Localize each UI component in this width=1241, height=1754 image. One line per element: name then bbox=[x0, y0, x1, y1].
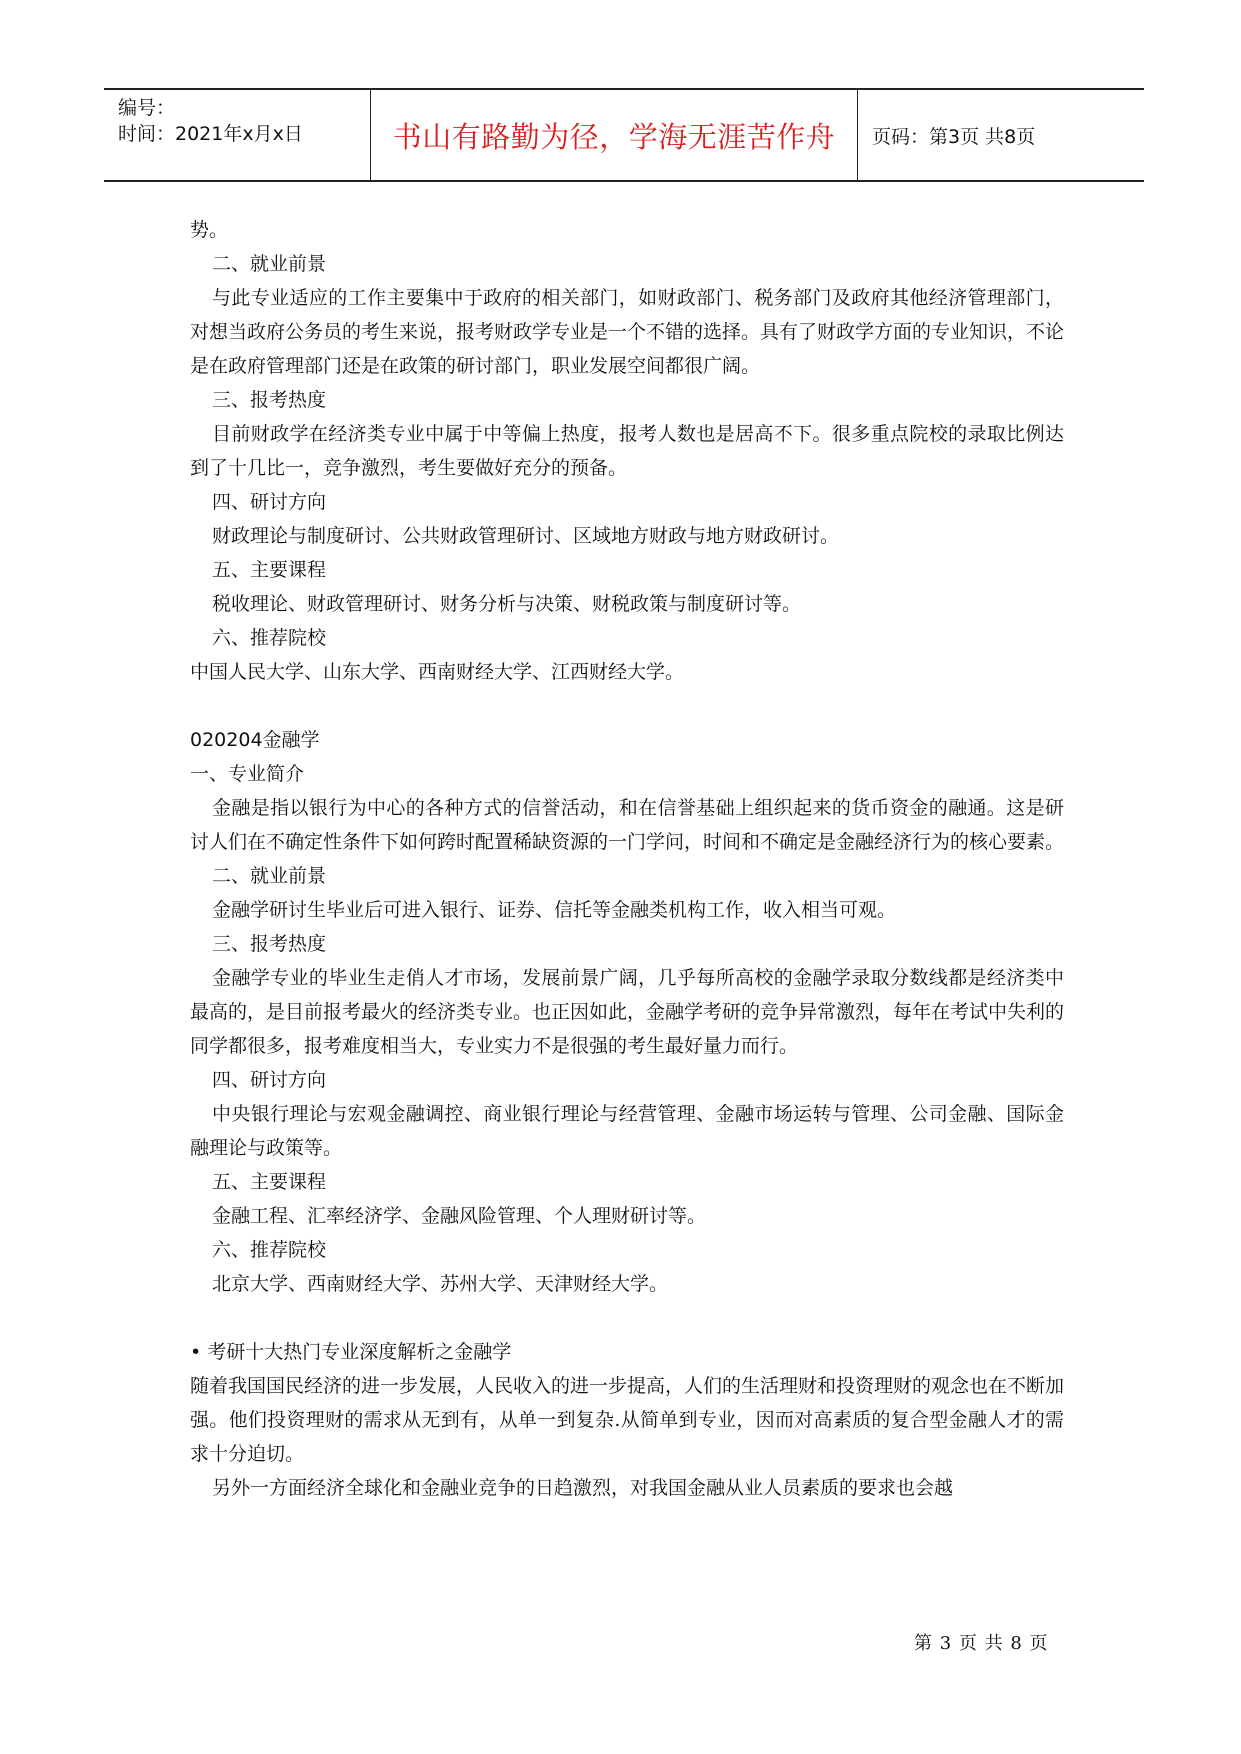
paragraph: 势。 bbox=[190, 219, 229, 241]
section-heading: 五、主要课程 bbox=[212, 559, 327, 581]
section-heading: 二、就业前景 bbox=[212, 865, 327, 887]
paragraph: 北京大学、西南财经大学、苏州大学、天津财经大学。 bbox=[212, 1273, 669, 1295]
header-right-cell bbox=[858, 90, 1144, 180]
header-middle-cell bbox=[370, 90, 858, 180]
paragraph: 另外一方面经济全球化和金融业竞争的日趋激烈，对我国金融从业人员素质的要求也会越 bbox=[212, 1477, 954, 1499]
bullet-title: • 考研十大热门专业深度解析之金融学 bbox=[190, 1341, 512, 1363]
section-heading: 三、报考热度 bbox=[212, 933, 327, 955]
section-heading: 三、报考热度 bbox=[212, 389, 327, 411]
paragraph: 与此专业适应的工作主要集中于政府的相关部门，如财政部门、税务部门及政府其他经济管理部门，对想当政府公务员的考生来说，报考财政学专业是一个不错的选择。具有了财政学方面的专业知识，不论是在政府管理部门还是在政策的研讨部门，职业发展空间都很广阔。 bbox=[190, 287, 1065, 377]
page-footer: 第 3 页 共 8 页 bbox=[914, 1633, 1049, 1654]
spacer bbox=[190, 689, 1064, 723]
document-number-label: 编号： bbox=[118, 97, 176, 119]
paragraph: 税收理论、财政管理研讨、财务分析与决策、财税政策与制度研讨等。 bbox=[212, 593, 802, 615]
header-page-info: 页码：第3页 共8页 bbox=[872, 125, 1036, 148]
paragraph: 随着我国国民经济的进一步发展，人民收入的进一步提高，人们的生活理财和投资理财的观念也在不断加强。他们投资理财的需求从无到有，从单一到复杂.从简单到专业，因而对高素质的复合型金融人才的需求十分迫切。 bbox=[190, 1375, 1065, 1465]
section-heading: 一、专业简介 bbox=[190, 763, 305, 785]
paragraph: 金融学专业的毕业生走俏人才市场，发展前景广阔，几乎每所高校的金融学录取分数线都是经济类中最高的，是目前报考最火的经济类专业。也正因如此，金融学考研的竞争异常激烈，每年在考试中失利的同学都很多，报考难度相当大，专业实力不是很强的考生最好量力而行。 bbox=[190, 967, 1065, 1057]
major-name: 金融学 bbox=[262, 729, 320, 751]
major-title bbox=[190, 723, 1064, 757]
paragraph: 金融是指以银行为中心的各种方式的信誉活动，和在信誉基础上组织起来的货币资金的融通。这是研讨人们在不确定性条件下如何跨时配置稀缺资源的一门学问，时间和不确定是金融经济行为的核心要素。 bbox=[190, 797, 1065, 853]
paragraph: 财政理论与制度研讨、公共财政管理研讨、区域地方财政与地方财政研讨。 bbox=[212, 525, 840, 547]
paragraph: 目前财政学在经济类专业中属于中等偏上热度，报考人数也是居高不下。很多重点院校的录取比例达到了十几比一，竞争激烈，考生要做好充分的预备。 bbox=[190, 423, 1064, 479]
paragraph: 中国人民大学、山东大学、西南财经大学、江西财经大学。 bbox=[190, 661, 685, 683]
document-time-label: 时间：2021年x月x日 bbox=[118, 123, 303, 145]
paragraph: 金融学研讨生毕业后可进入银行、证券、信托等金融类机构工作，收入相当可观。 bbox=[212, 899, 897, 921]
section-heading: 五、主要课程 bbox=[212, 1171, 327, 1193]
section-heading: 四、研讨方向 bbox=[212, 491, 327, 513]
section-heading: 六、推荐院校 bbox=[212, 627, 327, 649]
section-heading: 六、推荐院校 bbox=[212, 1239, 327, 1261]
major-code: 020204 bbox=[190, 729, 263, 751]
paragraph: 金融工程、汇率经济学、金融风险管理、个人理财研讨等。 bbox=[212, 1205, 707, 1227]
header-left-cell bbox=[104, 90, 370, 180]
header-motto: 书山有路勤为径，学海无涯苦作舟 bbox=[392, 119, 836, 154]
section-heading: 二、就业前景 bbox=[212, 253, 327, 275]
spacer bbox=[190, 1301, 1064, 1335]
section-heading: 四、研讨方向 bbox=[212, 1069, 327, 1091]
page-header bbox=[104, 88, 1144, 182]
paragraph: 中央银行理论与宏观金融调控、商业银行理论与经营管理、金融市场运转与管理、公司金融、国际金融理论与政策等。 bbox=[190, 1103, 1064, 1159]
document-body bbox=[190, 213, 1064, 1505]
